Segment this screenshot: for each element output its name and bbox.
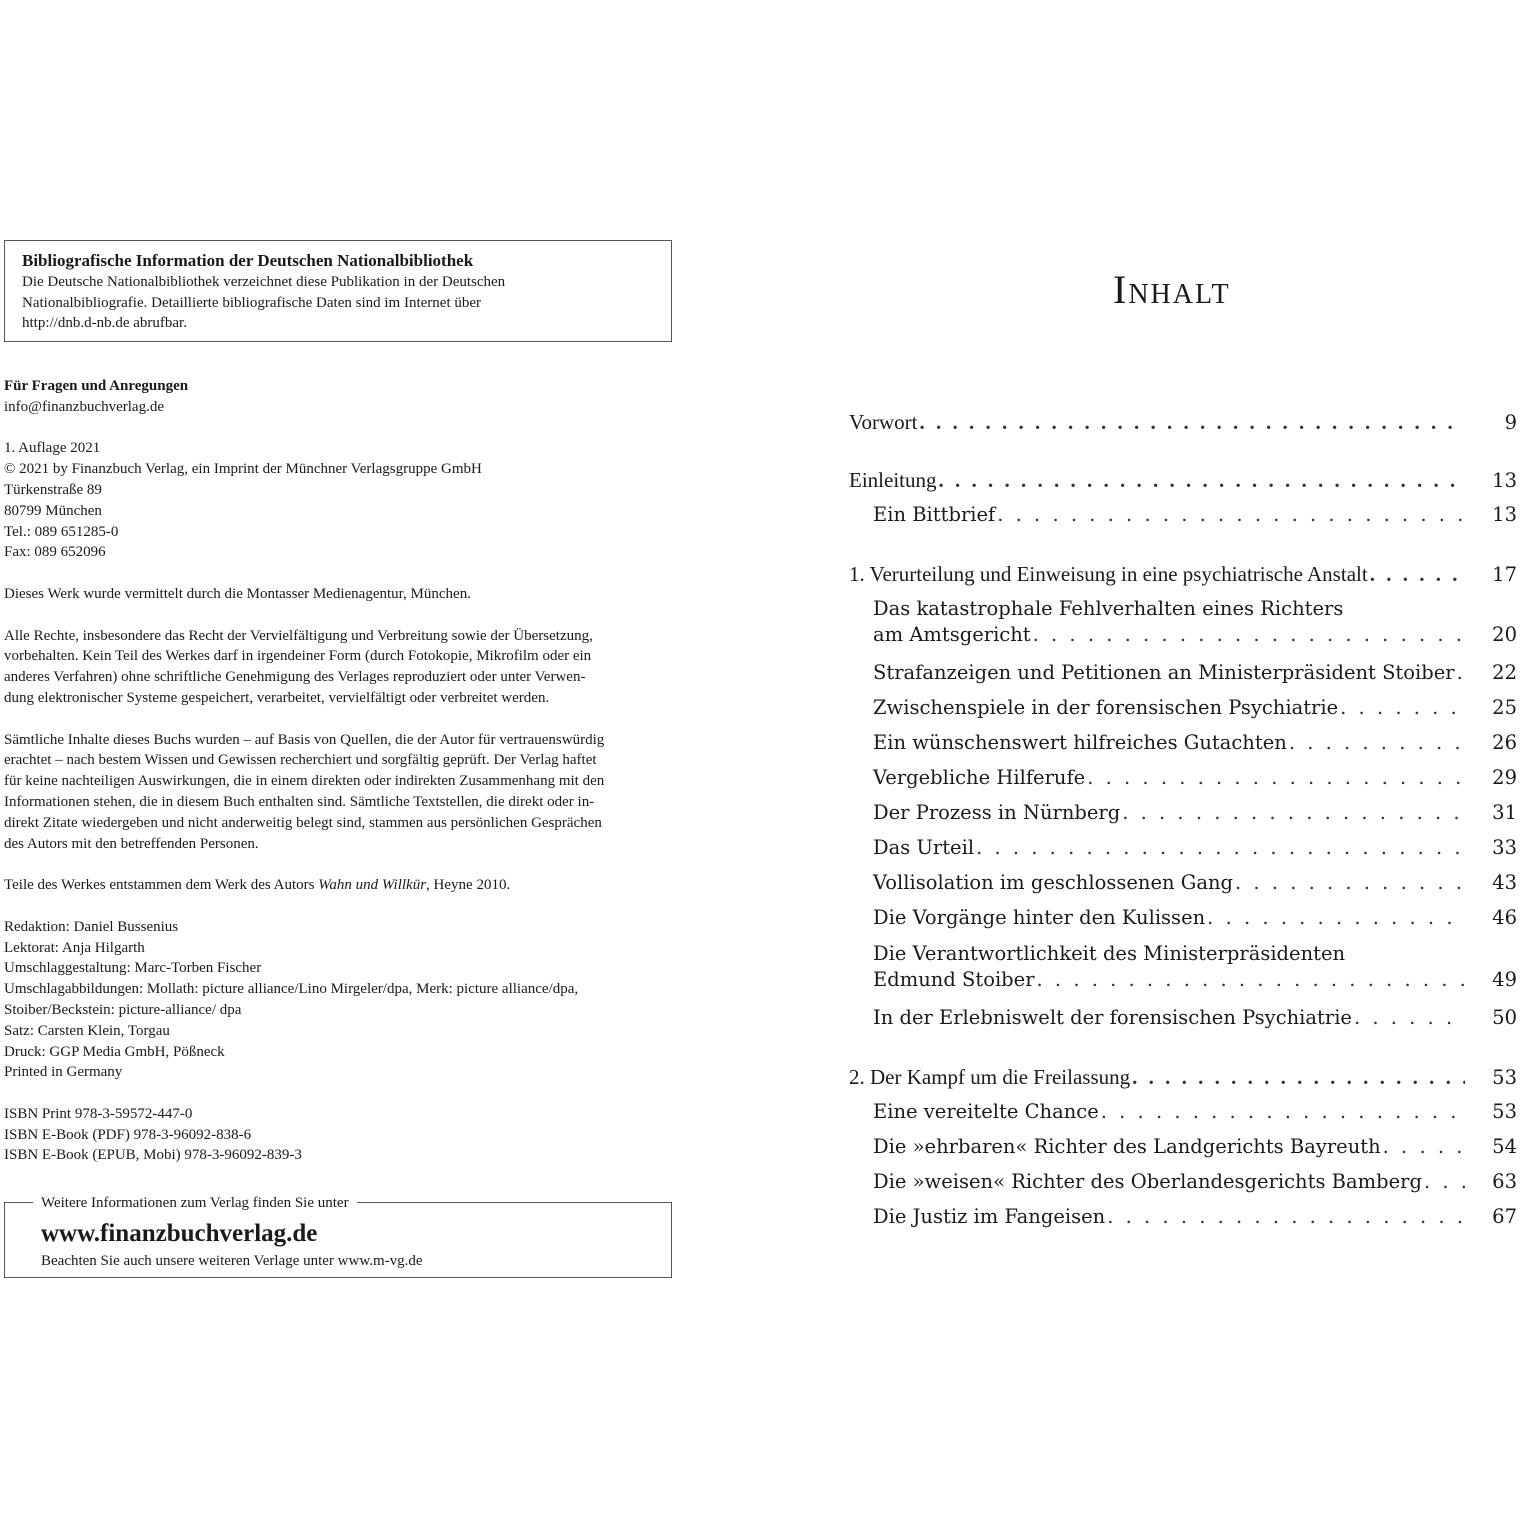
imprint-page (4, 240, 672, 1269)
edition: 1. Auflage 2021 (4, 440, 101, 457)
publisher-more: Beachten Sie auch unsere weiteren Verlage unter www.m-vg.de (41, 1253, 423, 1269)
toc-entry[interactable]: Das Urteil . . . 33 (873, 836, 1517, 866)
credit-line: Printed in Germany (4, 1064, 123, 1081)
credit-line: Lektorat: Anja Hilgarth (4, 939, 145, 956)
isbn-line: ISBN Print 978-3-59572-447-0 (4, 1105, 193, 1122)
dnb-line: Nationalbibliografie. Detaillierte bibliografische Daten sind im Internet über (22, 294, 482, 311)
rights-line: vorbehalten. Kein Teil des Werkes darf in irgendeiner Form (durch Fotokopie, Mikrofilm oder ein (4, 648, 592, 665)
toc-entry[interactable]: Vergebliche Hilferufe . . . 29 (873, 766, 1517, 796)
dnb-line: Die Deutsche Nationalbibliothek verzeichnet diese Publikation in der Deutschen (22, 274, 506, 290)
rights-line: dung elektronischer Systeme gespeichert, verarbeitet, vervielfältigt oder verbreitet werden. (4, 689, 550, 706)
contact-heading: Für Fragen und Anregungen (4, 378, 189, 394)
agency-note: Dieses Werk wurde vermittelt durch die Montasser Medienagentur, München. (4, 585, 471, 602)
disclaimer-line: Informationen stehen, die in diesem Buch enthalten sind. Sämtliche Textstellen, die direkt oder in- (4, 793, 595, 810)
dnb-title: Bibliografische Information der Deutschen Nationalbibliothek (22, 251, 474, 270)
toc-entry[interactable]: 1. Verurteilung und Einweisung in eine psychiatrische Anstalt . . . 17 (849, 562, 1517, 592)
toc-entry[interactable]: Die Justiz im Fangeisen . . . 67 (873, 1205, 1517, 1235)
toc-entry[interactable]: Das katastrophale Fehlverhalten eines Richters am Amtsgericht . . . 20 (873, 597, 1517, 657)
telephone: Tel.: 089 651285-0 (4, 523, 119, 540)
toc-entry[interactable]: 2. Der Kampf um die Freilassung . . . 53 (849, 1065, 1517, 1095)
credit-line: Umschlagabbildungen: Mollath: picture alliance/Lino Mirgeler/dpa, Merk: picture alliance/dpa, (4, 981, 579, 998)
imprint-text (4, 376, 672, 1166)
copyright: © 2021 by Finanzbuch Verlag, ein Imprint der Münchner Verlagsgruppe GmbH (4, 461, 482, 478)
credit-line: Umschlaggestaltung: Marc-Torben Fischer (4, 960, 262, 977)
publisher-box-label: Weitere Informationen zum Verlag finden Sie unter (33, 1193, 357, 1213)
publisher-url[interactable]: www.finanzbuchverlag.de (41, 1220, 318, 1247)
street: Türkenstraße 89 (4, 481, 102, 498)
toc-entry[interactable]: Ein Bittbrief . . . 13 (873, 503, 1517, 533)
credit-line: Druck: GGP Media GmbH, Pößneck (4, 1043, 225, 1060)
disclaimer-line: des Autors mit den betreffenden Personen. (4, 835, 259, 852)
toc-entry[interactable]: Die »weisen« Richter des Oberlandesgerichts Bamberg . . . 63 (873, 1170, 1517, 1200)
fax: Fax: 089 652096 (4, 544, 106, 561)
toc-entry[interactable]: Zwischenspiele in der forensischen Psychiatrie . . . 25 (873, 696, 1517, 726)
toc-entry[interactable]: Der Prozess in Nürnberg . . . 31 (873, 801, 1517, 831)
dnb-info-box (4, 240, 672, 342)
disclaimer-line: Sämtliche Inhalte dieses Buchs wurden – auf Basis von Quellen, die der Autor für vertrauenswürdig (4, 731, 605, 748)
disclaimer-line: direkt Zitate wiedergeben und nicht anderweitig belegt sind, stammen aus persönlichen Gesprächen (4, 814, 602, 831)
toc-entry[interactable]: Strafanzeigen und Petitionen an Ministerpräsident Stoiber . . . 22 (873, 661, 1517, 691)
rights-line: anderes Verfahren) ohne schriftliche Genehmigung des Verlages reproduziert oder unter Verwen- (4, 669, 586, 686)
isbn-line: ISBN E-Book (PDF) 978-3-96092-838-6 (4, 1126, 252, 1143)
toc-entry[interactable]: Ein wünschenswert hilfreiches Gutachten . . . 26 (873, 731, 1517, 761)
credit-line: Satz: Carsten Klein, Torgau (4, 1022, 170, 1039)
toc-entry[interactable]: In der Erlebniswelt der forensischen Psychiatrie . . . 50 (873, 1006, 1517, 1036)
contact-email: info@finanzbuchverlag.de (4, 398, 164, 415)
city: 80799 München (4, 502, 102, 519)
toc-entry[interactable]: Einleitung . . . 13 (849, 468, 1517, 498)
toc-heading: Inhalt (1113, 267, 1231, 312)
toc-entry[interactable]: Eine vereitelte Chance . . . 53 (873, 1100, 1517, 1130)
toc-entry[interactable]: Vollisolation im geschlossenen Gang . . . 43 (873, 871, 1517, 901)
toc-entry[interactable]: Die Verantwortlichkeit des Ministerpräsidenten Edmund Stoiber . . . 49 (873, 942, 1517, 1002)
isbn-line: ISBN E-Book (EPUB, Mobi) 978-3-96092-839-3 (4, 1147, 302, 1164)
toc-entry[interactable]: Die Vorgänge hinter den Kulissen . . . 46 (873, 906, 1517, 936)
origin-note: Teile des Werkes entstammen dem Werk des Autors Wahn und Willkür, Heyne 2010. (4, 877, 511, 894)
credit-line: Stoiber/Beckstein: picture-alliance/ dpa (4, 1001, 242, 1018)
origin-book-title: Wahn und Willkür (318, 877, 427, 894)
publisher-info-box (4, 1195, 672, 1278)
credit-line: Redaktion: Daniel Bussenius (4, 918, 179, 935)
toc-entry[interactable]: Die »ehrbaren« Richter des Landgerichts Bayreuth . . . 54 (873, 1135, 1517, 1165)
rights-line: Alle Rechte, insbesondere das Recht der Vervielfältigung und Verbreitung sowie der Übersetzung, (4, 627, 593, 644)
dnb-line: http://dnb.d-nb.de abrufbar. (22, 315, 187, 331)
disclaimer-line: erachtet – nach bestem Wissen und Gewissen recherchiert und sorgfältig geprüft. Der Verlag haftet (4, 752, 597, 769)
toc-entry[interactable]: Vorwort . . . 9 (849, 410, 1517, 440)
disclaimer-line: für keine nachteiligen Auswirkungen, die in einem direkten oder indirekten Zusammenhang mit den (4, 773, 605, 790)
